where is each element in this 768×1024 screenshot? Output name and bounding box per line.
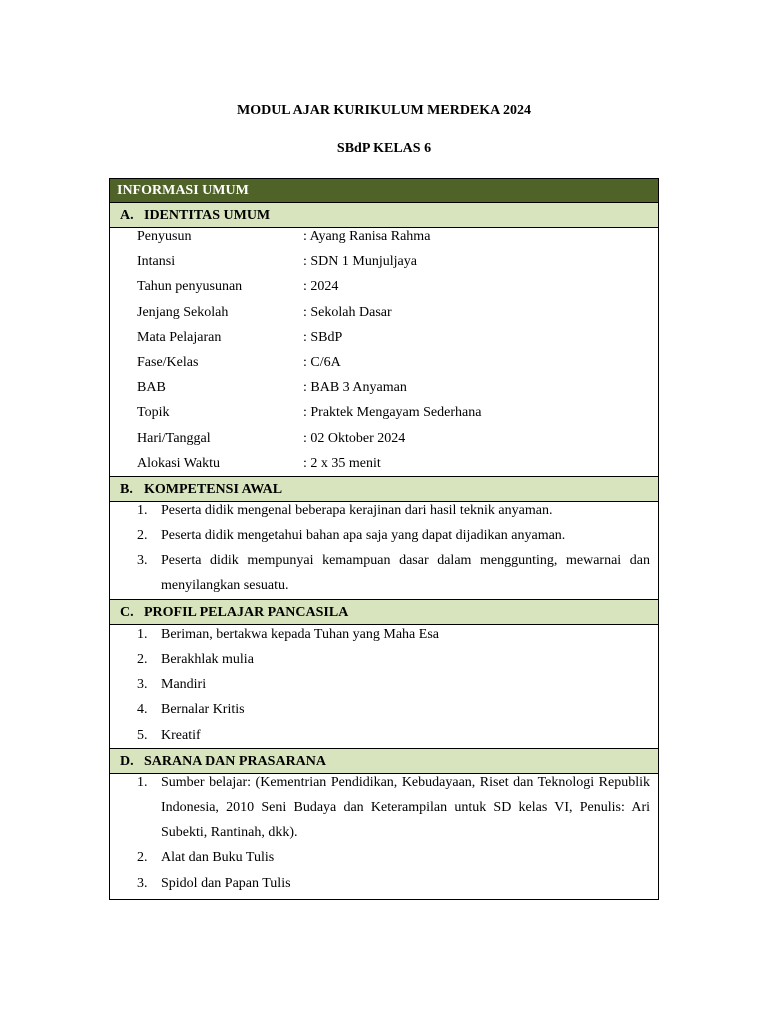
list-number: 2. [137, 528, 148, 544]
table-row [110, 300, 658, 325]
field-label: BAB [137, 380, 166, 396]
field-label: Alokasi Waktu [137, 455, 220, 471]
section-title: KOMPETENSI AWAL [144, 481, 283, 497]
list-text: Mandiri [161, 677, 207, 693]
field-value: : SBdP [303, 329, 343, 345]
table-row [110, 224, 658, 249]
field-value: : Praktek Mengayam Sederhana [303, 405, 482, 421]
list-number: 1. [137, 626, 148, 642]
profil-list [110, 622, 658, 748]
field-label: Penyusun [137, 229, 192, 244]
section-letter: A. [120, 208, 134, 223]
list-number: 5. [137, 727, 148, 743]
field-value: : C/6A [303, 354, 341, 370]
list-item [110, 697, 658, 722]
list-text: Spidol dan Papan Tulis [161, 875, 291, 891]
field-value: : Sekolah Dasar [303, 304, 392, 320]
list-item [110, 723, 658, 748]
table-row [110, 249, 658, 274]
list-item [110, 622, 658, 647]
list-text: Peserta didik mengetahui bahan apa saja yang dapat dijadikan anyaman. [161, 528, 566, 544]
field-value: : SDN 1 Munjuljaya [303, 254, 417, 270]
table-row [110, 375, 658, 400]
list-text: Peserta didik mengenal beberapa kerajinan dari hasil teknik anyaman. [161, 502, 553, 518]
list-number: 4. [137, 702, 148, 718]
info-table [109, 178, 659, 900]
list-text: Peserta didik mempunyai kemampuan dasar dalam menggunting, mewarnai dan menyilangkan sesuatu. [161, 553, 650, 594]
list-text: Bernalar Kritis [161, 702, 245, 718]
list-item [110, 845, 658, 870]
field-value: : 2024 [303, 279, 339, 295]
section-b-body [110, 498, 658, 600]
list-number: 1. [137, 502, 148, 518]
field-label: Intansi [137, 254, 176, 270]
list-text: Beriman, bertakwa kepada Tuhan yang Maha Esa [161, 626, 439, 642]
kompetensi-list [110, 498, 658, 599]
sarana-list [110, 770, 658, 899]
list-text: Sumber belajar: (Kementrian Pendidikan, Kebudayaan, Riset dan Teknologi Republik Indonesia, 2010 Seni Budaya dan Keterampilan untuk SD kelas VI, Penulis: Ari Subekti, Rantinah, dkk). [161, 774, 650, 841]
table-row [110, 274, 658, 299]
field-label: Jenjang Sekolah [137, 304, 229, 320]
list-text: Kreatif [161, 727, 201, 743]
list-item [110, 523, 658, 548]
section-d-body [110, 770, 658, 899]
field-value: : BAB 3 Anyaman [303, 380, 407, 396]
field-label: Hari/Tanggal [137, 430, 211, 446]
list-number: 3. [137, 677, 148, 693]
table-row [110, 451, 658, 476]
document-title: MODUL AJAR KURIKULUM MERDEKA 2024 [236, 103, 531, 118]
list-text: Berakhlak mulia [161, 651, 254, 667]
table-header: INFORMASI UMUM [110, 179, 658, 203]
list-number: 3. [137, 553, 148, 569]
section-title: SARANA DAN PRASARANA [144, 753, 327, 769]
field-label: Mata Pelajaran [137, 329, 222, 345]
section-title: IDENTITAS UMUM [144, 208, 271, 223]
section-letter: D. [120, 753, 134, 769]
list-text: Alat dan Buku Tulis [161, 850, 275, 866]
list-number: 2. [137, 651, 148, 667]
field-value: : 02 Oktober 2024 [303, 430, 406, 446]
table-row [110, 350, 658, 375]
field-value: : 2 x 35 menit [303, 455, 381, 471]
table-row [110, 400, 658, 425]
table-row [110, 325, 658, 350]
list-item [110, 871, 658, 896]
table-row [110, 426, 658, 451]
field-label: Tahun penyusunan [137, 279, 243, 295]
list-item [110, 672, 658, 697]
field-label: Fase/Kelas [137, 354, 199, 370]
section-a-body [110, 224, 658, 477]
list-number: 2. [137, 850, 148, 866]
list-item [110, 498, 658, 523]
section-title: PROFIL PELAJAR PANCASILA [144, 604, 349, 620]
list-item [110, 770, 658, 846]
list-number: 3. [137, 875, 148, 891]
section-letter: B. [120, 481, 133, 497]
document-subtitle: SBdP KELAS 6 [336, 141, 432, 156]
field-value: : Ayang Ranisa Rahma [303, 229, 431, 244]
list-item [110, 548, 658, 598]
section-c-body [110, 622, 658, 749]
list-number: 1. [137, 774, 148, 790]
field-label: Topik [137, 405, 170, 421]
section-letter: C. [120, 604, 134, 620]
list-item [110, 647, 658, 672]
